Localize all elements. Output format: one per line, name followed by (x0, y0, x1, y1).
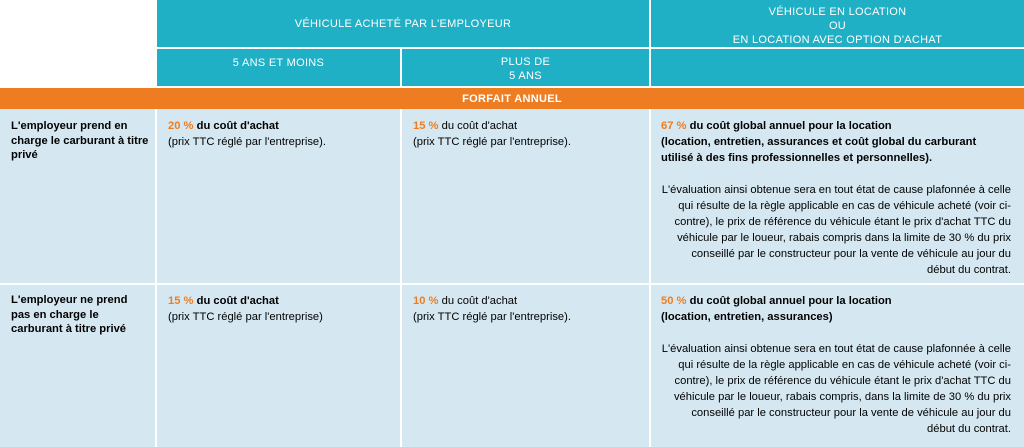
divider-col1-body-r1 (155, 109, 157, 447)
row-2-col3-note: L'évaluation ainsi obtenue sera en tout état de cause plafonnée à celle qui résulte de la règle applicable en cas de véhicule acheté (voir ci-contre), le prix de référence du véhicule étant le prix d'achat TTC du véhicule par le loueur, rabais compris, dans la limite de 30 % du prix conseillé par le constructeur pour la vente de véhicule au jour du début du contrat. (661, 343, 1011, 435)
row-1-col1 (168, 118, 396, 150)
row-1-col1-text: du coût d'achat (193, 120, 279, 132)
divider-col2-body (400, 109, 402, 447)
header-over-five-line2: 5 ANS (509, 70, 542, 82)
row-1-col2 (413, 118, 645, 150)
row-1-col3-text: du coût global annuel pour la location (686, 120, 892, 132)
row-2-col2-sub: (prix TTC réglé par l'entreprise). (413, 311, 571, 323)
divider-col1 (155, 0, 157, 88)
header-rented-line1: VÉHICULE EN LOCATION (768, 6, 907, 18)
row-1-col1-pct: 20 % (168, 120, 194, 132)
annual-flat-rate-label: FORFAIT ANNUEL (462, 92, 562, 105)
header-five-or-less (157, 49, 400, 86)
header-rented-line3: EN LOCATION AVEC OPTION D'ACHAT (732, 34, 943, 46)
divider-col2-header (400, 49, 402, 88)
divider-rows (0, 283, 1024, 285)
row-2-col1-pct: 15 % (168, 295, 194, 307)
divider-header-row-right (651, 47, 1024, 49)
row-2-col3 (661, 293, 1011, 437)
row-2-col1-sub: (prix TTC réglé par l'entreprise) (168, 311, 323, 323)
row-1-col2-sub: (prix TTC réglé par l'entreprise). (413, 136, 571, 148)
header-over-five (402, 49, 649, 86)
header-five-or-less-label: 5 ANS ET MOINS (232, 57, 325, 69)
row-2-col2-pct: 10 % (413, 295, 439, 307)
header-rented-blank (651, 49, 1024, 86)
header-over-five-line1: PLUS DE (500, 56, 551, 68)
header-rented (651, 0, 1024, 47)
row-1-col2-pct: 15 % (413, 120, 439, 132)
row-1-col2-text: du coût d'achat (438, 120, 518, 132)
header-purchased-label: VÉHICULE ACHETÉ PAR L'EMPLOYEUR (294, 17, 512, 30)
annual-flat-rate-band (0, 88, 1024, 109)
row-1-col3-pct: 67 % (661, 120, 687, 132)
row-2-label: L'employeur ne prend pas en charge le carburant à titre privé (11, 294, 128, 335)
row-2-col3-text: du coût global annuel pour la location (686, 295, 892, 307)
row-2-col2 (413, 293, 645, 325)
row-2-col1 (168, 293, 396, 325)
row-1-col3 (661, 118, 1011, 278)
divider-header-row (157, 47, 649, 49)
divider-col3-body (649, 109, 651, 447)
row-1-col1-sub: (prix TTC réglé par l'entreprise). (168, 136, 326, 148)
row-1-label: L'employeur prend en charge le carburant à titre privé (11, 120, 149, 161)
row-2-col3-pct: 50 % (661, 295, 687, 307)
row-1-col3-sub: (location, entretien, assurances et coût global du carburant utilisé à des fins professionnelles et personnelles). (661, 136, 977, 164)
row-1-col3-note: L'évaluation ainsi obtenue sera en tout état de cause plafonnée à celle qui résulte de la règle applicable en cas de véhicule acheté (voir ci-contre), le prix de référence du véhicule étant le prix d'achat TTC du véhicule par le loueur, rabais compris dans la limite de 30 % du prix conseillé par le constructeur pour la vente de véhicule au jour du début du contrat. (661, 184, 1011, 276)
divider-col3 (649, 0, 651, 88)
row-2-col1-text: du coût d'achat (193, 295, 279, 307)
row-2-col2-text: du coût d'achat (438, 295, 518, 307)
row-2-col3-sub: (location, entretien, assurances) (661, 311, 833, 323)
header-purchased (157, 0, 649, 47)
header-rented-line2: OU (828, 20, 847, 32)
